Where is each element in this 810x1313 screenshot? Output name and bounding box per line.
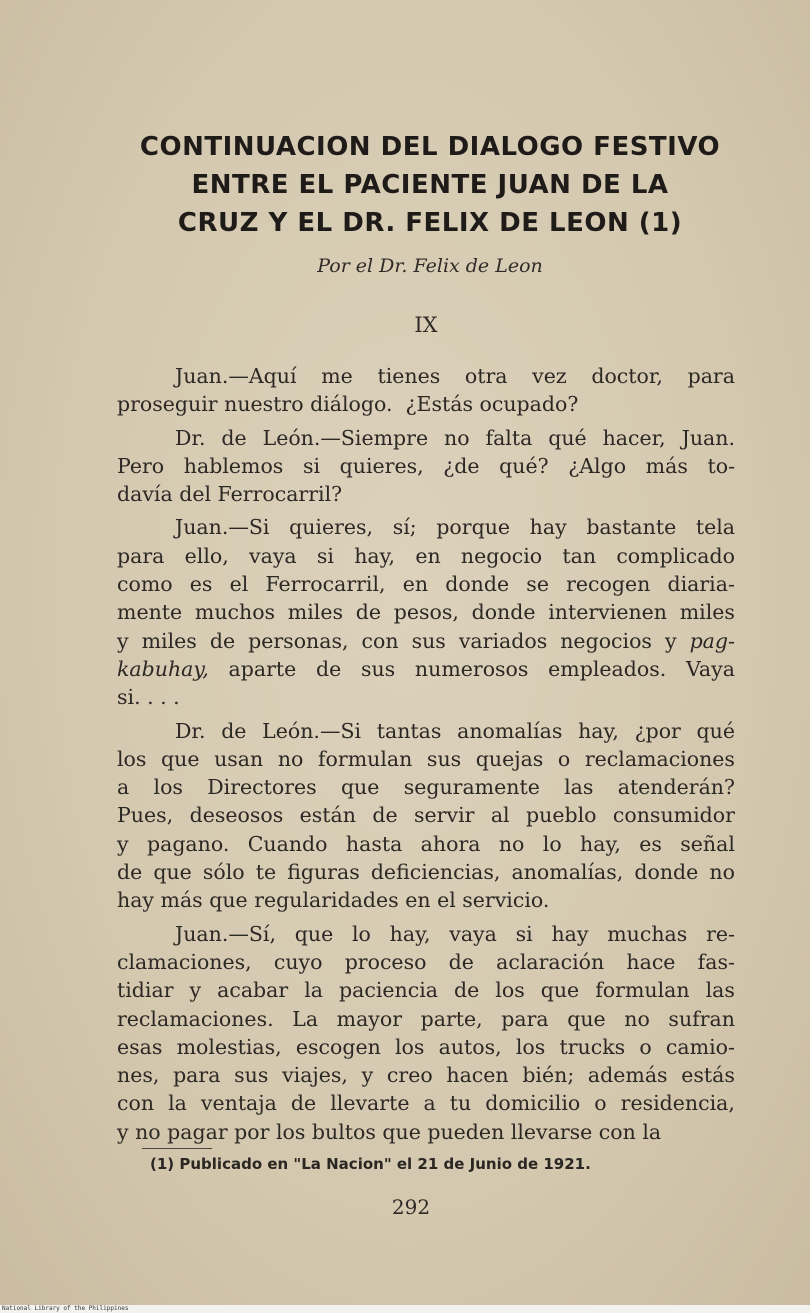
text-line: de que sólo te figuras deficiencias, anomalías, donde no	[117, 860, 735, 885]
text-line: como es el Ferrocarril, en donde se recogen diaria-	[117, 572, 735, 597]
text-line: kabuhay, aparte de sus numerosos empleados. Vaya	[117, 656, 735, 681]
library-watermark: National Library of the Philippines	[2, 1305, 129, 1312]
text-line: Dr. de León.—Siempre no falta qué hacer, Juan.	[175, 425, 735, 450]
author-byline: Por el Dr. Felix de Leon	[317, 255, 543, 277]
article-title	[100, 128, 760, 242]
paragraph	[117, 920, 735, 1146]
paragraph	[117, 424, 735, 509]
text-line: reclamaciones. La mayor parte, para que no sufran	[117, 1006, 735, 1031]
text-line: y no pagar por los bultos que pueden llevarse con la	[117, 1119, 662, 1144]
text-line: para ello, vaya si hay, en negocio tan complicado	[117, 543, 735, 568]
article-body	[117, 362, 735, 1146]
text-line: nes, para sus viajes, y creo hacen bién; además estás	[117, 1063, 735, 1088]
text-line: proseguir nuestro diálogo. ¿Estás ocupado?	[117, 392, 579, 417]
footnote: (1) Publicado en "La Nacion" el 21 de Junio de 1921.	[150, 1155, 591, 1173]
footnote-divider	[142, 1148, 212, 1149]
text-line: Dr. de León.—Si tantas anomalías hay, ¿por qué	[175, 718, 735, 743]
page-number: 292	[391, 1195, 431, 1219]
text-line: los que usan no formulan sus quejas o reclamaciones	[117, 746, 735, 771]
text-line: Juan.—Sí, que lo hay, vaya si hay muchas re-	[175, 921, 735, 946]
paragraph	[117, 513, 735, 711]
text-line: a los Directores que seguramente las atenderán?	[117, 775, 735, 800]
section-number: IX	[414, 313, 438, 337]
text-line: Pues, deseosos están de servir al pueblo consumidor	[117, 803, 735, 828]
title-line-2: ENTRE EL PACIENTE JUAN DE LA	[191, 170, 669, 200]
title-line-1: CONTINUACION DEL DIALOGO FESTIVO	[139, 132, 721, 162]
text-line: si. . . .	[117, 685, 180, 710]
text-line: esas molestias, escogen los autos, los trucks o camio-	[117, 1034, 735, 1059]
text-line: y pagano. Cuando hasta ahora no lo hay, es señal	[117, 831, 735, 856]
text-line: Juan.—Aquí me tienes otra vez doctor, para	[175, 364, 735, 388]
text-line: y miles de personas, con sus variados negocios y pag-	[117, 628, 735, 653]
paragraph	[117, 362, 735, 419]
text-line: tidiar y acabar la paciencia de los que formulan las	[117, 978, 735, 1003]
text-line: Pero hablemos si quieres, ¿de qué? ¿Algo más to-	[117, 453, 735, 478]
text-line: mente muchos miles de pesos, donde intervienen miles	[117, 600, 735, 625]
text-line: clamaciones, cuyo proceso de aclaración hace fas-	[117, 949, 735, 974]
text-line: davía del Ferrocarril?	[117, 482, 343, 507]
text-line: con la ventaja de llevarte a tu domicilio o residencia,	[117, 1091, 735, 1116]
text-line: Juan.—Si quieres, sí; porque hay bastante tela	[175, 515, 735, 540]
text-line: hay más que regularidades en el servicio.	[117, 888, 550, 913]
paragraph	[117, 717, 735, 915]
title-line-3: CRUZ Y EL DR. FELIX DE LEON (1)	[177, 208, 683, 238]
